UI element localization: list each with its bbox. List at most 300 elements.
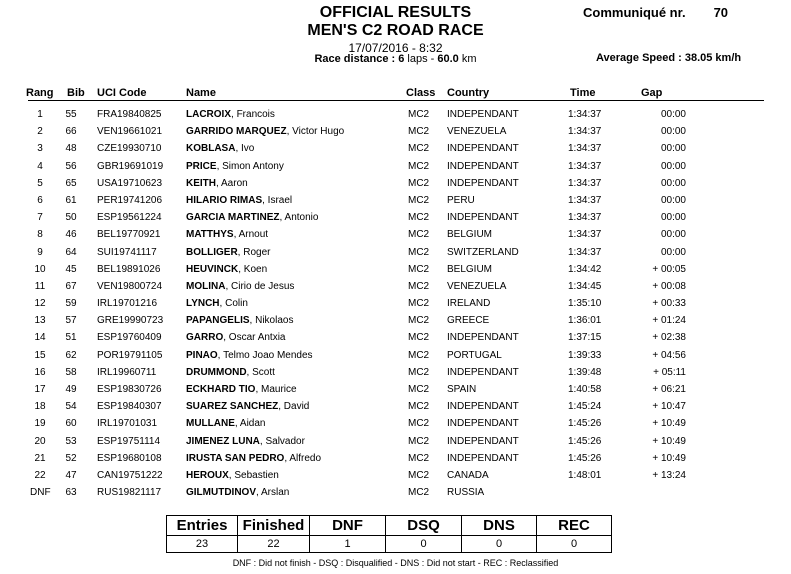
gap-cell: + 10:49: [652, 435, 686, 447]
bib-cell: 66: [65, 126, 77, 138]
rank-cell: 9: [37, 246, 43, 258]
bib-cell: 47: [65, 469, 77, 481]
rider-last-name: DRUMMOND: [186, 366, 247, 378]
name-separator: ,: [233, 229, 239, 241]
race-distance-label: Race distance :: [314, 53, 396, 65]
table-row: [0, 161, 791, 178]
time-cell: 1:34:37: [568, 109, 602, 120]
name-cell: [186, 470, 279, 481]
col-time: Time: [570, 87, 596, 99]
bib-cell: 57: [65, 315, 77, 327]
class-cell: MC2: [408, 332, 430, 344]
gap-cell: 00:00: [660, 194, 686, 206]
rider-last-name: IRUSTA SAN PEDRO: [186, 452, 285, 464]
name-cell: [186, 143, 254, 154]
rank-cell: 5: [37, 177, 43, 189]
bib-cell: 59: [65, 298, 77, 310]
time-cell: 1:39:33: [568, 349, 602, 361]
class-cell: MC2: [408, 126, 430, 138]
uci-code-cell: ESP19830726: [97, 384, 162, 395]
name-separator: ,: [278, 401, 284, 413]
rank-cell: 12: [34, 298, 46, 310]
time-cell: 1:34:37: [568, 177, 602, 189]
name-cell: [186, 264, 267, 275]
rider-first-name: Francois: [236, 109, 275, 120]
rank-cell: 20: [34, 435, 46, 447]
average-speed: Average Speed : 38.05 km/h: [596, 52, 742, 64]
status-legend: DNF : Did not finish - DSQ : Disqualified - DNS : Did not start - REC : Reclassified: [232, 558, 559, 568]
name-separator: ,: [255, 384, 262, 395]
rider-first-name: Simon Antony: [222, 160, 284, 172]
gap-cell: 00:00: [660, 126, 686, 138]
uci-code-cell: VEN19661021: [97, 126, 163, 138]
uci-code-cell: FRA19840825: [97, 109, 162, 120]
gap-cell: 00:00: [660, 177, 686, 189]
bib-cell: 52: [65, 452, 77, 464]
bib-cell: 55: [65, 109, 77, 120]
class-cell: MC2: [408, 315, 430, 327]
gap-cell: 00:00: [660, 109, 686, 120]
time-cell: 1:34:37: [568, 212, 602, 224]
table-row: [0, 298, 791, 315]
name-separator: ,: [256, 487, 262, 499]
class-cell: MC2: [408, 109, 430, 120]
results-table: [0, 109, 791, 504]
summary-dnf-value: 1: [310, 536, 386, 553]
rider-last-name: HEUVINCK: [186, 263, 239, 275]
rank-cell: 13: [34, 315, 46, 327]
country-cell: CANADA: [447, 469, 489, 481]
rider-last-name: KOBLASA: [186, 143, 236, 155]
gap-cell: + 13:24: [652, 469, 686, 481]
col-class: Class: [406, 87, 436, 99]
rank-cell: 1: [37, 109, 43, 120]
rank-cell: 4: [37, 160, 43, 172]
rider-last-name: HEROUX: [186, 469, 229, 481]
km-word: km: [461, 53, 477, 65]
rider-first-name: David: [283, 401, 310, 413]
country-cell: PORTUGAL: [447, 349, 502, 361]
country-cell: INDEPENDANT: [447, 177, 519, 189]
name-cell: [186, 281, 294, 292]
name-cell: [186, 126, 344, 137]
table-row: [0, 109, 791, 126]
table-row: [0, 195, 791, 212]
rank-cell: 17: [34, 384, 46, 395]
name-cell: [186, 195, 292, 206]
name-separator: ,: [217, 349, 224, 361]
summary-dsq-value: 0: [386, 536, 462, 553]
bib-cell: 54: [65, 401, 77, 413]
bib-cell: 56: [65, 160, 77, 172]
uci-code-cell: VEN19800724: [97, 280, 163, 292]
country-cell: INDEPENDANT: [447, 435, 519, 447]
gap-cell: + 00:08: [652, 280, 686, 292]
table-row: [0, 350, 791, 367]
rider-first-name: Oscar Antxia: [228, 332, 286, 344]
uci-code-cell: CZE19930710: [97, 143, 162, 155]
name-cell: [186, 212, 318, 223]
rider-last-name: MATTHYS: [186, 229, 234, 241]
name-separator: ,: [216, 160, 223, 172]
gap-cell: + 00:05: [652, 263, 686, 275]
uci-code-cell: ESP19751114: [97, 435, 161, 447]
name-separator: ,: [279, 212, 285, 224]
name-separator: ,: [237, 246, 244, 258]
time-cell: 1:34:42: [568, 263, 602, 275]
gap-cell: + 10:47: [652, 401, 686, 413]
time-cell: 1:36:01: [568, 315, 602, 327]
class-cell: MC2: [408, 298, 430, 310]
time-cell: 1:34:37: [568, 246, 602, 258]
uci-code-cell: BEL19770921: [97, 229, 161, 241]
bib-cell: 46: [65, 229, 77, 241]
uci-code-cell: IRL19960711: [97, 366, 157, 378]
time-cell: 1:45:26: [568, 452, 602, 464]
summary-finished-label: Finished: [238, 516, 310, 536]
rank-cell: DNF: [30, 487, 51, 499]
rider-last-name: KEITH: [186, 177, 216, 189]
name-separator: ,: [249, 315, 256, 327]
bib-cell: 50: [65, 212, 77, 224]
country-cell: VENEZUELA: [447, 280, 507, 292]
bib-cell: 67: [65, 280, 77, 292]
col-country: Country: [447, 87, 490, 99]
country-cell: SPAIN: [447, 384, 477, 395]
name-separator: ,: [234, 418, 240, 430]
name-cell: [186, 161, 284, 172]
class-cell: MC2: [408, 229, 430, 241]
rider-first-name: Arnout: [238, 229, 269, 241]
uci-code-cell: POR19791105: [97, 349, 163, 361]
bib-cell: 58: [65, 366, 77, 378]
bib-cell: 65: [65, 177, 77, 189]
rider-last-name: GARCIA MARTINEZ: [186, 212, 280, 224]
rank-cell: 22: [34, 469, 46, 481]
rank-cell: 2: [37, 126, 43, 138]
table-row: [0, 401, 791, 418]
uci-code-cell: ESP19840307: [97, 401, 162, 413]
name-separator: ,: [246, 366, 253, 378]
name-cell: [186, 315, 293, 326]
rider-last-name: MOLINA: [186, 280, 226, 292]
rider-first-name: Telmo Joao Mendes: [223, 349, 313, 361]
communique: [583, 5, 728, 20]
name-separator: ,: [259, 435, 266, 447]
rider-last-name: MULLANE: [186, 418, 235, 430]
rider-last-name: GARRIDO MARQUEZ: [186, 126, 287, 138]
name-separator: ,: [235, 143, 242, 155]
rank-cell: 8: [37, 229, 43, 241]
time-cell: 1:34:45: [568, 280, 602, 292]
name-cell: [186, 436, 305, 447]
rider-last-name: JIMENEZ LUNA: [186, 435, 260, 447]
name-cell: [186, 109, 275, 120]
table-row: [0, 418, 791, 435]
rider-last-name: PAPANGELIS: [186, 315, 250, 327]
class-cell: MC2: [408, 263, 430, 275]
name-cell: [186, 178, 248, 189]
rider-first-name: Nikolaos: [255, 315, 294, 327]
table-row: [0, 436, 791, 453]
rank-cell: 14: [34, 332, 46, 344]
summary-rec-label: REC: [537, 516, 612, 536]
country-cell: PERU: [447, 194, 475, 206]
uci-code-cell: RUS19821117: [97, 487, 162, 499]
uci-code-cell: PER19741206: [97, 194, 163, 206]
bib-cell: 64: [65, 246, 77, 258]
summary-dns-value: 0: [462, 536, 537, 553]
time-cell: 1:45:24: [568, 401, 602, 413]
country-cell: INDEPENDANT: [447, 366, 519, 378]
gap-cell: + 10:49: [652, 418, 686, 430]
class-cell: MC2: [408, 349, 430, 361]
name-cell: [186, 350, 313, 361]
uci-code-cell: GBR19691019: [97, 160, 164, 172]
class-cell: MC2: [408, 401, 430, 413]
class-cell: MC2: [408, 194, 430, 206]
rider-first-name: Aidan: [239, 418, 266, 430]
rank-cell: 19: [34, 418, 46, 430]
rank-cell: 18: [34, 401, 46, 413]
time-cell: 1:34:37: [568, 229, 602, 241]
time-cell: 1:39:48: [568, 366, 602, 378]
summary-entries-value: 23: [167, 536, 238, 553]
country-cell: VENEZUELA: [447, 126, 507, 138]
table-row: [0, 212, 791, 229]
bib-cell: 51: [65, 332, 77, 344]
summary-dsq-label: DSQ: [386, 516, 462, 536]
name-cell: [186, 298, 248, 309]
rider-last-name: ECKHARD TIO: [186, 384, 256, 395]
uci-code-cell: USA19710623: [97, 177, 163, 189]
rider-last-name: HILARIO RIMAS: [186, 194, 263, 206]
rider-first-name: Aaron: [221, 177, 248, 189]
country-cell: INDEPENDANT: [447, 332, 519, 344]
time-cell: 1:48:01: [568, 469, 602, 481]
uci-code-cell: ESP19680108: [97, 452, 162, 464]
bib-cell: 53: [65, 435, 77, 447]
header-rule: [28, 100, 764, 101]
name-cell: [186, 453, 321, 464]
gap-cell: 00:00: [660, 246, 686, 258]
class-cell: MC2: [408, 212, 430, 224]
time-cell: 1:34:37: [568, 126, 602, 138]
gap-cell: 00:00: [660, 143, 686, 155]
name-separator: ,: [223, 332, 229, 344]
name-separator: ,: [216, 177, 222, 189]
rider-last-name: GILMUTDINOV: [186, 487, 256, 499]
gap-cell: 00:00: [660, 160, 686, 172]
table-row: [0, 332, 791, 349]
gap-cell: + 02:38: [652, 332, 686, 344]
uci-code-cell: CAN19751222: [97, 469, 163, 481]
table-row: [0, 178, 791, 195]
bib-cell: 49: [65, 384, 77, 395]
time-cell: 1:34:37: [568, 160, 602, 172]
race-date-time: 17/07/2016 - 8:32: [348, 41, 443, 55]
communique-label: Communiqué nr.: [583, 5, 686, 20]
table-row: [0, 126, 791, 143]
bib-cell: 62: [65, 349, 77, 361]
bib-cell: 45: [65, 263, 77, 275]
name-separator: ,: [228, 469, 235, 481]
summary-finished-value: 22: [238, 536, 310, 553]
summary-dnf-label: DNF: [310, 516, 386, 536]
name-cell: [186, 332, 286, 343]
name-cell: [186, 229, 268, 240]
time-cell: 1:37:15: [568, 332, 602, 344]
rider-last-name: PINAO: [186, 349, 218, 361]
gap-cell: + 04:56: [652, 349, 686, 361]
document-title: OFFICIAL RESULTS: [319, 4, 472, 21]
name-cell: [186, 487, 289, 498]
bib-cell: 63: [65, 487, 77, 499]
table-row: [0, 367, 791, 384]
rank-cell: 10: [34, 263, 46, 275]
rider-first-name: Roger: [243, 246, 271, 258]
rider-first-name: Sebastien: [234, 469, 279, 481]
uci-code-cell: SUI19741117: [97, 246, 157, 258]
table-row: [0, 384, 791, 401]
rider-first-name: Ivo: [241, 143, 255, 155]
class-cell: MC2: [408, 452, 430, 464]
results-header: [0, 87, 791, 101]
class-cell: MC2: [408, 469, 430, 481]
time-cell: 1:40:58: [568, 384, 602, 395]
country-cell: BELGIUM: [447, 263, 493, 275]
table-row: [0, 470, 791, 487]
col-bib: Bib: [67, 87, 85, 99]
summary-value-row: [167, 536, 612, 553]
name-separator: ,: [231, 109, 237, 120]
rider-first-name: Colin: [225, 298, 248, 310]
country-cell: SWITZERLAND: [447, 246, 519, 258]
name-separator: ,: [225, 280, 232, 292]
uci-code-cell: GRE19990723: [97, 315, 164, 327]
uci-code-cell: IRL19701031: [97, 418, 158, 430]
communique-number: 70: [713, 5, 729, 20]
table-row: [0, 487, 791, 504]
name-cell: [186, 247, 270, 258]
summary-header-row: [167, 516, 612, 536]
rank-cell: 11: [34, 280, 46, 292]
rider-first-name: Maurice: [261, 384, 297, 395]
table-row: [0, 315, 791, 332]
race-distance-laps: 6: [398, 53, 405, 65]
uci-code-cell: ESP19561224: [97, 212, 162, 224]
gap-cell: + 05:11: [653, 366, 686, 378]
country-cell: GREECE: [447, 315, 490, 327]
rider-first-name: Cirio de Jesus: [231, 280, 295, 292]
rank-cell: 3: [37, 143, 43, 155]
rider-first-name: Scott: [252, 366, 275, 378]
time-cell: 1:45:26: [568, 435, 602, 447]
class-cell: MC2: [408, 160, 430, 172]
rank-cell: 6: [37, 194, 43, 206]
gap-cell: 00:00: [660, 212, 686, 224]
class-cell: MC2: [408, 177, 430, 189]
rider-first-name: Victor Hugo: [292, 126, 345, 138]
col-name: Name: [186, 87, 216, 99]
laps-word: laps -: [407, 53, 435, 65]
rider-last-name: LYNCH: [186, 298, 220, 310]
bib-cell: 61: [65, 194, 77, 206]
country-cell: INDEPENDANT: [447, 212, 519, 224]
uci-code-cell: IRL19701216: [97, 298, 158, 310]
time-cell: 1:34:37: [568, 194, 602, 206]
rider-last-name: BOLLIGER: [186, 246, 238, 258]
country-cell: RUSSIA: [447, 487, 485, 499]
rank-cell: 7: [37, 212, 43, 224]
name-cell: [186, 384, 297, 395]
race-distance-km: 60.0: [437, 53, 459, 65]
country-cell: INDEPENDANT: [447, 160, 519, 172]
country-cell: INDEPENDANT: [447, 418, 519, 430]
gap-cell: + 00:33: [652, 298, 686, 310]
country-cell: BELGIUM: [447, 229, 493, 241]
rider-first-name: Antonio: [284, 212, 319, 224]
class-cell: MC2: [408, 246, 430, 258]
country-cell: INDEPENDANT: [447, 109, 519, 120]
col-uci-code: UCI Code: [97, 87, 147, 99]
rider-first-name: Arslan: [261, 487, 290, 499]
name-separator: ,: [262, 194, 268, 206]
class-cell: MC2: [408, 384, 430, 395]
country-cell: INDEPENDANT: [447, 143, 519, 155]
table-row: [0, 264, 791, 281]
country-cell: IRELAND: [447, 298, 491, 310]
name-cell: [186, 401, 309, 412]
gap-cell: 00:00: [660, 229, 686, 241]
rider-first-name: Koen: [243, 263, 268, 275]
summary-table: [166, 515, 612, 553]
bib-cell: 60: [65, 418, 77, 430]
col-gap: Gap: [641, 87, 663, 99]
name-separator: ,: [238, 263, 244, 275]
country-cell: INDEPENDANT: [447, 401, 519, 413]
table-row: [0, 247, 791, 264]
table-row: [0, 229, 791, 246]
class-cell: MC2: [408, 366, 430, 378]
time-cell: 1:34:37: [568, 143, 602, 155]
gap-cell: + 10:49: [652, 452, 686, 464]
table-row: [0, 453, 791, 470]
rider-first-name: Alfredo: [289, 452, 322, 464]
uci-code-cell: BEL19891026: [97, 263, 161, 275]
gap-cell: + 01:24: [652, 315, 686, 327]
class-cell: MC2: [408, 143, 430, 155]
col-rank: Rang: [26, 87, 54, 99]
name-separator: ,: [219, 298, 226, 310]
time-cell: 1:35:10: [568, 298, 602, 310]
class-cell: MC2: [408, 280, 430, 292]
rank-cell: 21: [34, 452, 46, 464]
rider-first-name: Salvador: [265, 435, 305, 447]
summary-entries-label: Entries: [167, 516, 238, 536]
table-row: [0, 281, 791, 298]
name-cell: [186, 367, 275, 378]
rider-first-name: Israel: [267, 194, 293, 206]
rider-last-name: GARRO: [186, 332, 224, 344]
class-cell: MC2: [408, 418, 430, 430]
name-cell: [186, 418, 265, 429]
summary-dns-label: DNS: [462, 516, 537, 536]
time-cell: 1:45:26: [568, 418, 602, 430]
class-cell: MC2: [408, 487, 430, 499]
uci-code-cell: ESP19760409: [97, 332, 162, 344]
rider-last-name: LACROIX: [186, 109, 231, 120]
